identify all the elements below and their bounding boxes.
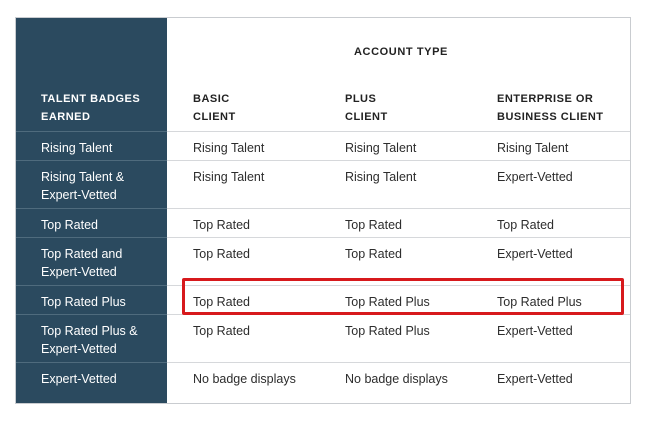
- basic-cell: Top Rated: [193, 324, 250, 338]
- badge-cell: [41, 322, 161, 358]
- plus-cell: Top Rated Plus: [345, 295, 430, 309]
- row-divider: [16, 131, 167, 132]
- plus-cell: Top Rated: [345, 218, 402, 232]
- header-enterprise-client: [497, 90, 604, 126]
- row-divider: [167, 208, 630, 209]
- badge-line: Top Rated Plus: [41, 295, 126, 309]
- badge-line: Expert-Vetted: [41, 188, 117, 202]
- enterprise-cell: Expert-Vetted: [497, 372, 573, 386]
- badge-line: Top Rated: [41, 218, 98, 232]
- plus-cell: Top Rated Plus: [345, 324, 430, 338]
- enterprise-cell: Expert-Vetted: [497, 324, 573, 338]
- badge-cell: [41, 139, 161, 157]
- row-divider: [16, 237, 167, 238]
- badge-account-table: [15, 17, 631, 404]
- enterprise-cell: Top Rated: [497, 218, 554, 232]
- table-row: [16, 314, 630, 362]
- row-divider: [16, 362, 167, 363]
- plus-cell: Rising Talent: [345, 141, 417, 155]
- badge-cell: [41, 293, 161, 311]
- header-basic-client: [193, 90, 236, 126]
- enterprise-cell: Rising Talent: [497, 141, 569, 155]
- plus-cell: Top Rated: [345, 247, 402, 261]
- row-divider: [167, 237, 630, 238]
- badge-cell: [41, 168, 161, 204]
- badge-line: Expert-Vetted: [41, 372, 117, 386]
- table-row: [16, 131, 630, 160]
- badge-line: Top Rated Plus &: [41, 324, 138, 338]
- row-divider: [16, 208, 167, 209]
- row-divider: [16, 314, 167, 315]
- badge-line: Expert-Vetted: [41, 265, 117, 279]
- plus-cell: Rising Talent: [345, 170, 417, 184]
- header-line: BUSINESS CLIENT: [497, 111, 604, 123]
- table-row: [16, 362, 630, 405]
- badge-line: Top Rated and: [41, 247, 123, 261]
- header-line: BASIC: [193, 93, 230, 105]
- top-rated-plus-highlight-box: [182, 278, 624, 315]
- row-divider: [16, 160, 167, 161]
- header-line: TALENT BADGES: [41, 93, 141, 105]
- header-line: CLIENT: [345, 111, 388, 123]
- table-body: [16, 131, 630, 405]
- row-divider: [167, 160, 630, 161]
- header-line: ENTERPRISE OR: [497, 93, 594, 105]
- enterprise-cell: Expert-Vetted: [497, 170, 573, 184]
- badge-cell: [41, 370, 161, 388]
- badge-line: Expert-Vetted: [41, 342, 117, 356]
- basic-cell: Top Rated: [193, 295, 250, 309]
- table-row: [16, 208, 630, 237]
- row-divider: [167, 362, 630, 363]
- badge-cell: [41, 245, 161, 281]
- badge-line: Rising Talent: [41, 141, 113, 155]
- basic-cell: Rising Talent: [193, 170, 265, 184]
- basic-cell: Top Rated: [193, 218, 250, 232]
- badge-cell: [41, 216, 161, 234]
- header-line: EARNED: [41, 111, 91, 123]
- header-line: PLUS: [345, 93, 377, 105]
- row-divider: [16, 285, 167, 286]
- enterprise-cell: Expert-Vetted: [497, 247, 573, 261]
- header-plus-client: [345, 90, 388, 126]
- enterprise-cell: Top Rated Plus: [497, 295, 582, 309]
- header-talent-badges: [41, 90, 140, 126]
- table-row: [16, 160, 630, 208]
- basic-cell: Top Rated: [193, 247, 250, 261]
- header-line: CLIENT: [193, 111, 236, 123]
- basic-cell: Rising Talent: [193, 141, 265, 155]
- plus-cell: No badge displays: [345, 372, 448, 386]
- table-header: ACCOUNT TYPE TALENT BADGES EARNED BASIC CLIENT PLUS CLIENT ENTERPRISE OR BUSINESS CLIENT: [16, 18, 630, 131]
- badge-line: Rising Talent &: [41, 170, 125, 184]
- row-divider: [167, 131, 630, 132]
- basic-cell: No badge displays: [193, 372, 296, 386]
